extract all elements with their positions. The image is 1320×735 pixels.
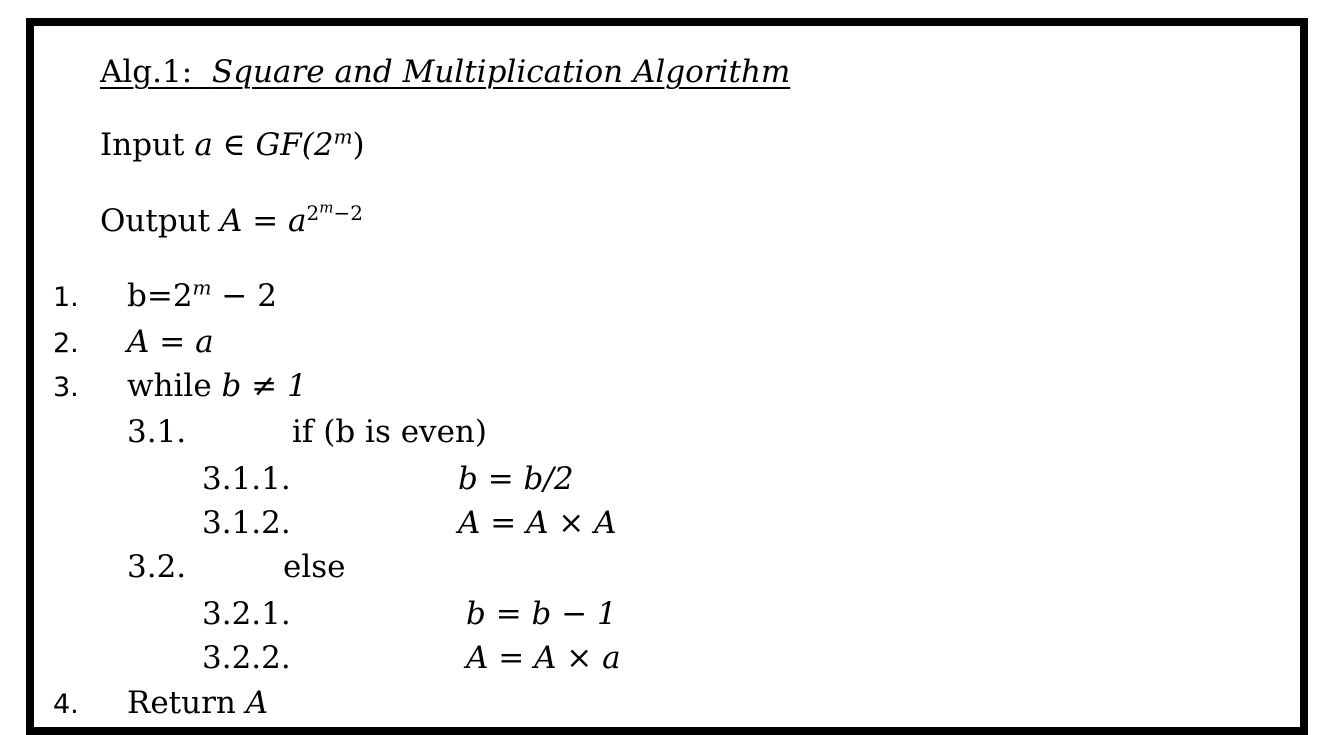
- input-line: [100, 124, 365, 163]
- algorithm-label: Alg.1:: [100, 54, 193, 90]
- step-3-text: while b ≠ 1: [127, 368, 307, 404]
- step-3-1-text: if (b is even): [292, 414, 487, 450]
- algorithm-name: Square and Multiplication Algorithm: [211, 54, 791, 90]
- step-3-1-1-text: b = b/2: [458, 461, 574, 497]
- step-2-text: A = a: [127, 324, 214, 360]
- input-keyword: Input: [100, 127, 185, 163]
- step-number: 2.: [53, 328, 79, 359]
- output-line: [100, 198, 363, 239]
- step-number: 1.: [53, 282, 79, 313]
- step-number: 3.: [53, 372, 79, 403]
- algorithm-title: [100, 54, 791, 90]
- step-number: 3.2.1.: [202, 596, 291, 632]
- step-3-2-2-text: A = A × a: [466, 640, 621, 676]
- step-4-text: Return A: [127, 685, 269, 721]
- input-expression: a ∈ GF(2$^m$): [194, 124, 365, 163]
- step-number: 3.1.1.: [202, 461, 291, 497]
- step-3-2-text: else: [283, 549, 346, 585]
- step-1-text: $b=2^m - 2$: [127, 275, 277, 314]
- step-3-2-1-text: b = b − 1: [466, 596, 617, 632]
- step-number: 3.1.: [127, 414, 187, 450]
- step-3-1-2-text: A = A × A: [458, 505, 617, 541]
- step-number: 3.1.2.: [202, 505, 291, 541]
- step-number: 4.: [53, 689, 79, 720]
- output-keyword: Output: [100, 203, 211, 239]
- step-number: 3.2.2.: [202, 640, 291, 676]
- output-expression: $A = a^{2^m-2}$: [219, 198, 363, 239]
- step-number: 3.2.: [127, 549, 187, 585]
